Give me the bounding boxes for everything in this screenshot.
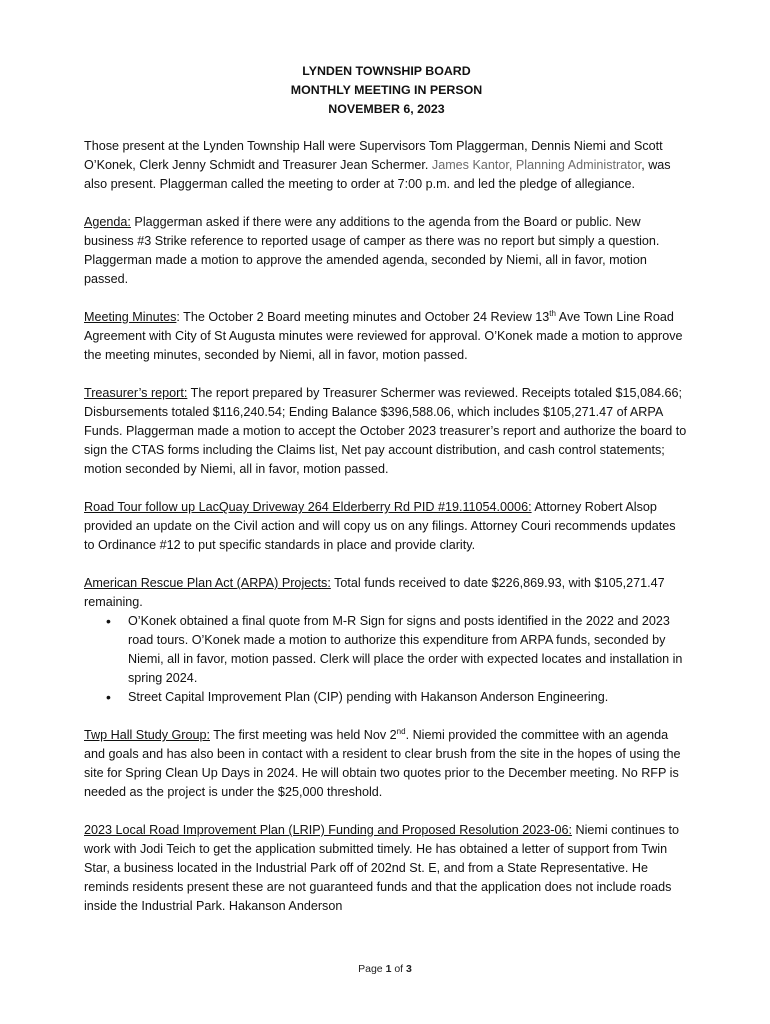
- planning-admin-text: James Kantor, Planning Administrator: [431, 158, 642, 172]
- title-line-1: LYNDEN TOWNSHIP BOARD: [302, 64, 471, 78]
- list-item: • Street Capital Improvement Plan (CIP) pending with Hakanson Anderson Engineering.: [128, 688, 689, 707]
- twp-hall-heading: Twp Hall Study Group:: [84, 728, 210, 742]
- page-footer: Page 1 of 3: [358, 963, 412, 975]
- agenda-heading: Agenda:: [84, 215, 131, 229]
- document-title: [84, 62, 689, 119]
- road-tour-heading: Road Tour follow up LacQuay Driveway 264 Elderberry Rd PID #19.11054.0006:: [84, 500, 532, 514]
- arpa-heading: American Rescue Plan Act (ARPA) Projects:: [84, 576, 331, 590]
- page-number: 1: [385, 963, 392, 975]
- lrip-paragraph: 2023 Local Road Improvement Plan (LRIP) Funding and Proposed Resolution 2023-06: Niemi continues to work with Jodi Teich to get the application submitted timely. He has obtained a letter of support from Twin Star, a business located in the Industrial Park off of 202nd St. E, and from a State Representative. He reminds residents present these are not guaranteed funds and that the application does not include roads inside the Industrial Park. Hakanson Anderson: [84, 823, 680, 913]
- minutes-heading: Meeting Minutes: [84, 310, 177, 324]
- list-item: • O’Konek obtained a final quote from M-R Sign for signs and posts identified in the 2022 and 2023 road tours. O’Konek made a motion to authorize this expenditure from ARPA funds, seconded by Niemi, all in favor, motion passed. Clerk will place the order with expected locates and installation in spring 2024.: [128, 612, 689, 688]
- lrip-heading: 2023 Local Road Improvement Plan (LRIP) Funding and Proposed Resolution 2023-06:: [84, 823, 572, 837]
- road-tour-paragraph: Road Tour follow up LacQuay Driveway 264 Elderberry Rd PID #19.11054.0006: Attorney Robert Alsop provided an update on the Civil action and will copy us on any filings. Attorney Couri recommends updates to Ordinance #12 to put specific standards in place and provide clarity.: [84, 500, 676, 552]
- title-line-3: NOVEMBER 6, 2023: [328, 102, 445, 116]
- arpa-bullet-list: [84, 612, 689, 707]
- arpa-section: [84, 574, 689, 707]
- document-page: [84, 62, 689, 916]
- arpa-paragraph: American Rescue Plan Act (ARPA) Projects: Total funds received to date $226,869.93, with $105,271.47 remaining.: [84, 576, 665, 609]
- treasurer-heading: Treasurer’s report:: [84, 386, 188, 400]
- attendance-paragraph: Those present at the Lynden Township Hall were Supervisors Tom Plaggerman, Dennis Niemi and Scott O’Konek, Clerk Jenny Schmidt and Treasurer Jean Schermer. James Kantor, Planning Administrator, was also present. Plaggerman called the meeting to order at 7:00 p.m. and led the pledge of allegiance.: [84, 139, 671, 191]
- treasurer-paragraph: Treasurer’s report: The report prepared by Treasurer Schermer was reviewed. Receipts totaled $15,084.66; Disbursements totaled $116,240.54; Ending Balance $396,588.06, which includes $105,271.47 of ARPA Funds. Plaggerman made a motion to accept the October 2023 treasurer’s report and authorize the board to sign the CTAS forms including the Claims list, Net pay account distribution, and cash control statements; motion seconded by Niemi, all in favor, motion passed.: [84, 386, 687, 476]
- twp-hall-paragraph: Twp Hall Study Group: The first meeting was held Nov 2nd. Niemi provided the committee with an agenda and goals and has also been in contact with a resident to clear brush from the site in the hopes of using the site for Spring Clean Up Days in 2024. He will obtain two quotes prior to the December meeting. No RFP is needed as the project is under the $25,000 threshold.: [84, 726, 681, 799]
- page-total: 3: [406, 963, 412, 975]
- agenda-paragraph: Agenda: Plaggerman asked if there were any additions to the agenda from the Board or public. New business #3 Strike reference to reported usage of camper as there was no report but simply a question. Plaggerman made a motion to approve the amended agenda, seconded by Niemi, all in favor, motion passed.: [84, 215, 660, 286]
- minutes-paragraph: Meeting Minutes: The October 2 Board meeting minutes and October 24 Review 13th Ave Town Line Road Agreement with City of St Augusta minutes were reviewed for approval. O’Konek made a motion to approve the meeting minutes, seconded by Niemi, all in favor, motion passed.: [84, 308, 683, 362]
- title-line-2: MONTHLY MEETING IN PERSON: [290, 83, 483, 97]
